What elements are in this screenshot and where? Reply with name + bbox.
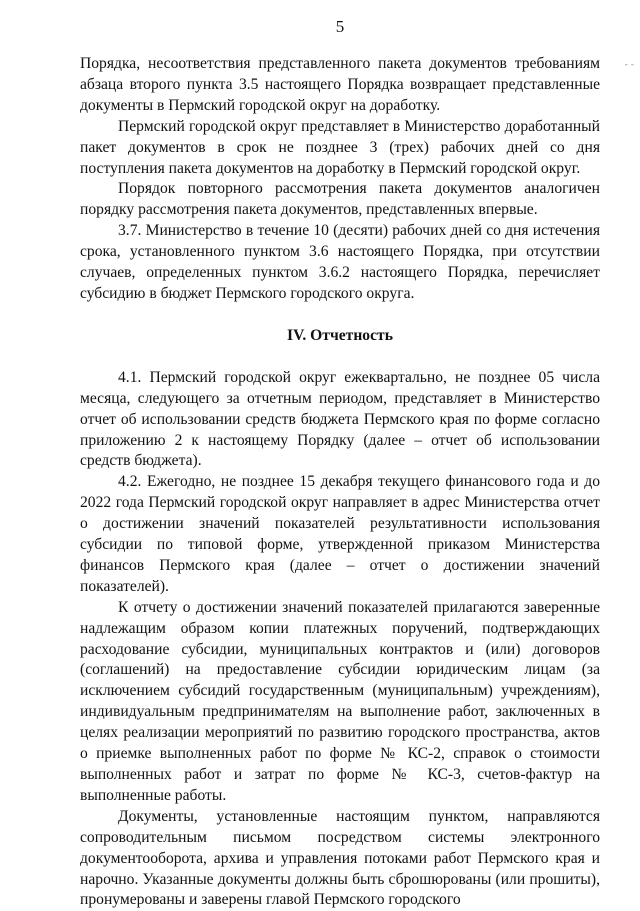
paragraph-4-2: 4.2. Ежегодно, не позднее 15 декабря текущего финансового года и до 2022 года Пермский городской округ направляет в адрес Министерства отчет о достижении значений показателей результативности использования субсидии по типовой форме, утвержденной приказом Министерства финансов Пермского края (далее – отчет о достижении значений показателей). [80,473,600,595]
section-heading: IV. Отчетность [287,326,393,344]
document-page [80,16,600,911]
paragraph-document-delivery: Документы, установленные настоящим пунктом, направляются сопроводительным письмом посредством системы электронного документооборота, архива и управления потоками работ Пермского края и нарочно. Указанные документы должны быть сброшюрованы (или прошиты), пронумерованы и заверены главой Пермского городского [80,807,600,909]
paragraph-return-documents: Порядка, несоответствия представленного пакета документов требованиям абзаца второго пункта 3.5 настоящего Порядка возвращает представленные документы в Пермский городской округ на доработку. [80,55,600,114]
paragraph-repeat-review: Порядок повторного рассмотрения пакета документов аналогичен порядку рассмотрения пакета документов, представленных впервые. [80,180,600,219]
paragraph-attachments: К отчету о достижении значений показателей прилагаются заверенные надлежащим образом копии платежных поручений, подтверждающих расходование субсидии, муниципальных контрактов и (или) договоров (соглашений) на предоставление субсидии юридическим лицам (за исключением субсидий государственным (муниципальным) учреждениям), индивидуальным предпринимателям на выполнение работ, заключенных в целях реализации мероприятий по развитию городского пространства, актов о приемке выполненных работ по форме № КС-2, справок о стоимости выполненных работ и затрат по форме № КС-3, счетов-фактур на выполненные работы. [80,598,600,804]
paragraph-3-7: 3.7. Министерство в течение 10 (десяти) рабочих дней со дня истечения срока, установленного пунктом 3.6 настоящего Порядка, при отсутствии случаев, определенных пунктом 3.6.2 настоящего Порядка, перечисляет субсидию в бюджет Пермского городского округа. [80,222,600,302]
page-number: 5 [335,17,345,36]
paragraph-4-1: 4.1. Пермский городской округ ежеквартально, не позднее 05 числа месяца, следующего за отчетным периодом, представляет в Министерство отчет об использовании средств бюджета Пермского края по форме согласно приложению 2 к настоящему Порядку (далее – отчет об использовании средств бюджета). [80,368,600,470]
scan-edge-mark: - - [624,60,634,70]
paragraph-resubmission: Пермский городской округ представляет в Министерство доработанный пакет документов в срок не позднее 3 (трех) рабочих дней со дня поступления пакета документов на доработку в Пермский городской округ. [80,117,600,177]
